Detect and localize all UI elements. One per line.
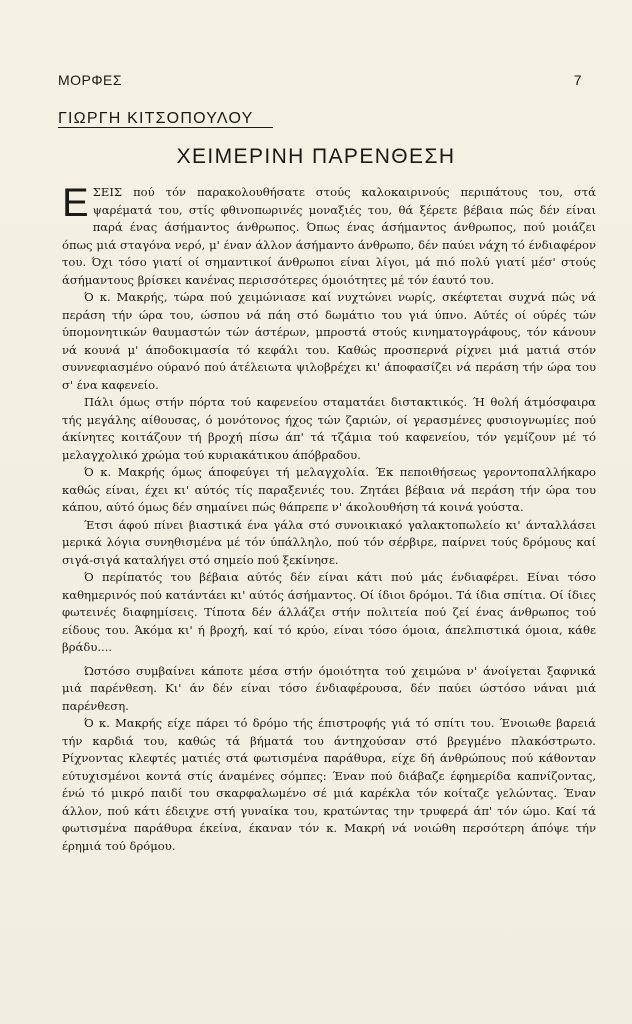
drop-cap: Ε [62,181,89,225]
page-number: 7 [573,72,582,88]
journal-name: ΜΟΡΦΕΣ [58,72,123,88]
paragraph: Ό κ. Μακρής είχε πάρει τό δρόμο τής έπιστροφής γιά τό σπίτι του. Ένοιωθε βαρειά τήν καρδιά του, καθώς τά βήματά του άντηχούσαν στό βρεγμένο πλακόστρωτο. Ρίχνοντας κλεφτές ματιές στά φωτισμένα παράθυρα, είχε δή άνθρώπους πού κάθονταν εύτυχισμένοι κοντά στίς άναμένες σόμπες: Έναν πού διάβαζε έφημερίδα καπνίζοντας, ένώ τό μικρό παιδί του σκαρφαλωμένο σέ μιά καρέκλα τόν κοίταζε γελώντας. Έναν άλλον, πού κάτι έδειχνε στή γυναίκα του, κρατώντας την τρυφερά άπ' τόν ώμο. Καί τά φωτισμένα παράθυρα έκείνα, έκαναν τόν κ. Μακρή νά νοιώθη περσότερη άπόψε τήν έρημιά τού δρόμου. [62,716,596,853]
author-underline [58,127,273,128]
paragraph: Ό κ. Μακρής, τώρα πού χειμώνιασε καί νυχτώνει νωρίς, σκέφτεται συχνά πώς νά περάση τήν ώρα του, ώσπου νά πάη στό δωμάτιο του γιά ύπνο. Αύτές οί ούρές τών ύπομονητικών θαυμαστών τών άστέρων, μπροστά στούς κινηματογράφους, τόν κάνουν νά κουνά μ' άποδοκιμασία τό κεφάλι του. Καθώς προσπερνά ρίχνει μιά ματιά στόν συννεφιασμένο ούρανό πού άτέλειωτα ψιλοβρέχει κι' άποφασίζει νά περάση τήν ώρα του σ' ένα καφενείο. [62,290,596,392]
paragraph: Πάλι όμως στήν πόρτα τού καφενείου σταματάει διστακτικός. Ή θολή άτμόσφαιρα τής μεγάλης αίθουσας, ό μονότονος ήχος τών ζαριών, οί γερασμένες φυσιογνωμίες πού άκίνητες κοιτάζουν τή βροχή πίσω άπ' τά τζάμια τού καφενείου, τόν γεμίζουν μέ τό μελαγχολικό χρώμα τού κυριακάτικου άπόβραδου. [62,395,596,462]
paragraph: Έτσι άφού πίνει βιαστικά ένα γάλα στό συνοικιακό γαλακτοπωλείο κι' άνταλλάσει μερικά λόγια συνηθισμένα μέ τόν ύπάλληλο, πού τόν σέρβιρε, παίρνει τούς δρόμους καί σιγά-σιγά καταλήγει στό σημείο πού ξεκίνησε. [62,517,596,567]
article-body [62,181,596,855]
author-name: ΓΙΩΡΓΗ ΚΙΤΣΟΠΟΥΛΟΥ [58,110,254,127]
paragraph: Ώστόσο συμβαίνει κάποτε μέσα στήν όμοιότητα τού χειμώνα ν' άνοίγεται ξαφνικά μιά παρένθεση. Κι' άν δέν είναι τόσο ένδιαφέρουσα, δέν παύει ώστόσο νάναι μιά παρένθεση. [62,663,596,713]
paragraph [62,181,596,289]
paragraph-text: ΣΕΙΣ πού τόν παρακολουθήσατε στούς καλοκαιρινούς περιπάτους του, στά ψαρέματά του, στίς φθινοπωρινές μοναξιές του, θά ξέρετε βέβαια πώς δέν είναι παρά ένας άσήμαντος άνθρωπος. Όπως ένας άσήμαντος άνθρωπος, πού μοιάζει όπως μιά σταγόνα νερό, μ' έναν άλλον άσήμαντο άνθρωπο, δέν παύει νάχη τό ένδιαφέρον του. Όχι τόσο γιατί οί σημαντικοί άνθρωποι είναι λίγοι, μά πιό πολύ γιατί μέσ' στούς άσήμαντους βρίσκει κανένας περισσότερες όμοιότητες μέ τόν έαυτό του. [62,185,596,287]
article-title: ΧΕΙΜΕΡΙΝΗ ΠΑΡΕΝΘΕΣΗ [176,145,456,168]
paragraph: Ό κ. Μακρής όμως άποφεύγει τή μελαγχολία. Έκ πεποιθήσεως γεροντοπαλλήκαρο καθώς είναι, έχει κι' αύτός τίς παραξενιές του. Ζητάει βέβαια νά περάση τήν ώρα του κάπου, αύτό όμως δέν σημαίνει πώς θάπρεπε ν' άκολουθήση τά κοινά γούστα. [62,465,596,514]
paragraph: Ό περίπατός του βέβαια αύτός δέν είναι κάτι πού μάς ένδιαφέρει. Είναι τόσο καθημερινός πού κατάντάει κι' αύτός άσήμαντος. Οί ίδιοι δρόμοι. Τά ίδια σπίτια. Οί ίδιες φωτεινές διαφημίσεις. Τίποτα δέν άλλάζει στήν πολιτεία πού ζεί ένας άνθρωπος τού είδους του. Άκόμα κι' ή βροχή, καί τό κρύο, είναι τόσο όμοια, άπελπιστικά όμοια, κάθε βράδυ.... [62,570,596,654]
running-head [58,72,582,88]
